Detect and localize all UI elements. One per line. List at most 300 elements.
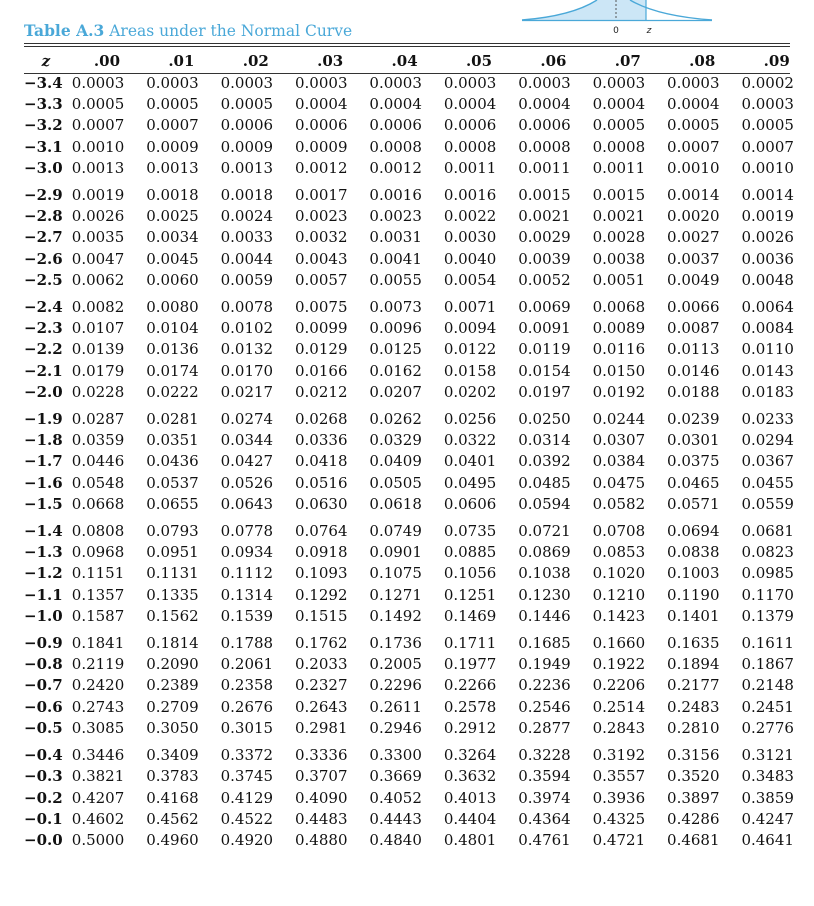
z-value: −2.3	[24, 319, 63, 338]
table-cell: 0.1056	[443, 564, 497, 583]
table-cell: 0.0024	[220, 207, 274, 226]
column-header-z: z	[41, 52, 51, 71]
table-cell: 0.4013	[443, 788, 497, 807]
table-row	[22, 718, 814, 739]
table-cell: 0.1271	[369, 585, 422, 604]
table-row	[22, 249, 814, 270]
table-cell: 0.0006	[295, 116, 348, 135]
table-cell: 0.0089	[592, 319, 646, 338]
table-cell: 0.1423	[592, 606, 646, 625]
table-row	[22, 270, 814, 291]
table-row	[22, 739, 814, 766]
table-cell: 0.0244	[592, 410, 646, 429]
table-cell: 0.4090	[295, 788, 348, 807]
top-rule-double	[24, 46, 790, 47]
table-cell: 0.2981	[295, 718, 348, 737]
table-cell: 0.4681	[667, 830, 720, 849]
table-cell: 0.0052	[518, 270, 571, 289]
table-cell: 0.2090	[146, 655, 199, 674]
table-cell: 0.4286	[667, 809, 720, 828]
table-row	[22, 73, 814, 94]
table-cell: 0.0011	[518, 158, 571, 177]
table-cell: 0.0005	[71, 95, 125, 114]
table-cell: 0.0344	[220, 431, 274, 450]
table-cell: 0.0004	[667, 95, 720, 114]
z-value: −3.4	[24, 74, 63, 92]
table-cell: 0.0197	[518, 382, 571, 401]
table-cell: 0.3483	[741, 767, 794, 786]
table-cell: 0.0162	[369, 361, 422, 380]
table-row	[22, 766, 814, 787]
table-cell: 0.3192	[592, 746, 646, 765]
table-cell: 0.0307	[592, 431, 646, 450]
table-cell: 0.0853	[592, 543, 646, 562]
table-cell: 0.0071	[443, 298, 497, 317]
column-header: .00	[93, 52, 121, 71]
table-cell: 0.2611	[369, 697, 422, 716]
table-cell: 0.1539	[220, 606, 274, 625]
table-cell: 0.0934	[220, 543, 274, 562]
table-cell: 0.2389	[146, 676, 199, 695]
table-cell: 0.0016	[369, 186, 422, 205]
table-cell: 0.0455	[741, 473, 794, 492]
table-cell: 0.0951	[146, 543, 199, 562]
column-header: .02	[242, 52, 269, 71]
table-cell: 0.0012	[369, 158, 422, 177]
table-cell: 0.2514	[592, 697, 646, 716]
table-cell: 0.0125	[369, 340, 422, 359]
table-cell: 0.0262	[369, 410, 422, 429]
table-cell: 0.0026	[71, 207, 125, 226]
table-cell: 0.1711	[443, 634, 497, 653]
z-value: −0.0	[24, 830, 63, 849]
table-cell: 0.0139	[71, 340, 125, 359]
table-cell: 0.3669	[369, 767, 422, 786]
table-cell: 0.2912	[443, 718, 497, 737]
table-cell: 0.0217	[220, 382, 274, 401]
table-cell: 0.0030	[443, 228, 497, 247]
table-cell: 0.2643	[295, 697, 348, 716]
table-cell: 0.0287	[71, 410, 125, 429]
table-row	[22, 473, 814, 494]
table-cell: 0.1314	[220, 585, 274, 604]
table-cell: 0.0132	[220, 340, 274, 359]
table-cell: 0.0006	[443, 116, 497, 135]
table-cell: 0.3409	[146, 746, 199, 765]
table-cell: 0.0037	[667, 249, 720, 268]
table-cell: 0.2743	[71, 697, 125, 716]
z-value: −3.3	[24, 95, 63, 114]
table-cell: 0.0594	[518, 494, 571, 513]
table-cell: 0.1170	[741, 585, 794, 604]
table-row	[22, 382, 814, 403]
table-cell: 0.0869	[518, 543, 571, 562]
table-cell: 0.1131	[146, 564, 199, 583]
table-cell: 0.0004	[518, 95, 571, 114]
table-cell: 0.1762	[295, 634, 348, 653]
table-cell: 0.0116	[592, 340, 646, 359]
table-cell: 0.0256	[443, 410, 497, 429]
table-cell: 0.2061	[220, 655, 274, 674]
table-cell: 0.0336	[295, 431, 348, 450]
table-cell: 0.0606	[443, 494, 497, 513]
table-cell: 0.0129	[295, 340, 348, 359]
table-cell: 0.1515	[295, 606, 348, 625]
table-cell: 0.3156	[667, 746, 720, 765]
z-value: −0.5	[24, 718, 63, 737]
table-row	[22, 94, 814, 115]
table-cell: 0.0094	[443, 319, 497, 338]
table-cell: 0.0010	[71, 137, 125, 156]
table-cell: 0.0516	[295, 473, 348, 492]
z-value: −1.9	[24, 410, 63, 429]
table-cell: 0.0003	[369, 74, 422, 92]
table-cell: 0.0367	[741, 452, 794, 471]
table-cell: 0.0014	[741, 186, 794, 205]
table-cell: 0.1949	[518, 655, 571, 674]
table-cell: 0.0057	[295, 270, 348, 289]
table-cell: 0.0166	[295, 361, 348, 380]
table-cell: 0.4801	[443, 830, 497, 849]
column-header: .08	[689, 52, 716, 71]
table-cell: 0.4562	[146, 809, 199, 828]
table-cell: 0.1635	[667, 634, 720, 653]
column-header: .05	[465, 52, 493, 71]
table-cell: 0.1075	[369, 564, 422, 583]
table-cell: 0.0014	[667, 186, 720, 205]
table-cell: 0.3085	[71, 718, 125, 737]
table-cell: 0.3264	[443, 746, 497, 765]
table-cell: 0.0154	[518, 361, 571, 380]
table-cell: 0.1038	[518, 564, 571, 583]
table-cell: 0.0643	[220, 494, 274, 513]
table-cell: 0.0035	[71, 228, 125, 247]
table-row	[22, 697, 814, 718]
table-cell: 0.0015	[592, 186, 646, 205]
table-cell: 0.0526	[220, 473, 274, 492]
z-value: −2.9	[24, 186, 63, 205]
table-cell: 0.0537	[146, 473, 199, 492]
table-cell: 0.0808	[71, 522, 125, 541]
table-cell: 0.0158	[443, 361, 497, 380]
table-cell: 0.0055	[369, 270, 422, 289]
table-cell: 0.0034	[146, 228, 199, 247]
table-cell: 0.0011	[443, 158, 497, 177]
table-cell: 0.0401	[443, 452, 497, 471]
table-cell: 0.0018	[220, 186, 274, 205]
table-cell: 0.3446	[71, 746, 125, 765]
column-header: .07	[614, 52, 641, 71]
table-cell: 0.0351	[146, 431, 199, 450]
table-cell: 0.0119	[518, 340, 571, 359]
table-cell: 0.0495	[443, 473, 497, 492]
table-cell: 0.1660	[592, 634, 646, 653]
table-cell: 0.0192	[592, 382, 646, 401]
table-cell: 0.0059	[220, 270, 274, 289]
table-cell: 0.0062	[71, 270, 125, 289]
table-cell: 0.3594	[518, 767, 571, 786]
z-value: −1.2	[24, 564, 63, 583]
table-cell: 0.0003	[592, 74, 646, 92]
z-value: −0.7	[24, 676, 63, 695]
table-cell: 0.2119	[71, 655, 125, 674]
table-cell: 0.0007	[146, 116, 199, 135]
table-cell: 0.0008	[518, 137, 571, 156]
table-cell: 0.0005	[220, 95, 274, 114]
table-cell: 0.0075	[295, 298, 348, 317]
table-cell: 0.1492	[369, 606, 422, 625]
table-cell: 0.0005	[146, 95, 199, 114]
table-cell: 0.1841	[71, 634, 125, 653]
table-cell: 0.0016	[443, 186, 497, 205]
table-cell: 0.2709	[146, 697, 199, 716]
table-cell: 0.0375	[667, 452, 720, 471]
table-cell: 0.2266	[443, 676, 497, 695]
table-cell: 0.0202	[443, 382, 497, 401]
table-cell: 0.2546	[518, 697, 571, 716]
table-cell: 0.0571	[667, 494, 720, 513]
table-cell: 0.1112	[220, 564, 274, 583]
table-cell: 0.0040	[443, 249, 497, 268]
table-cell: 0.0003	[146, 74, 199, 92]
table-cell: 0.0044	[220, 249, 274, 268]
table-cell: 0.4960	[146, 830, 199, 849]
table-cell: 0.0021	[592, 207, 646, 226]
table-cell: 0.0618	[369, 494, 422, 513]
table-cell: 0.0006	[220, 116, 274, 135]
table-cell: 0.0004	[295, 95, 348, 114]
table-cell: 0.0096	[369, 319, 422, 338]
table-cell: 0.0012	[295, 158, 348, 177]
table-title	[24, 21, 352, 40]
table-cell: 0.0985	[741, 564, 794, 583]
normal-curve-figure	[512, 0, 718, 36]
table-cell: 0.0681	[741, 522, 794, 541]
table-cell: 0.0122	[443, 340, 497, 359]
table-cell: 0.1292	[295, 585, 348, 604]
z-value: −1.0	[24, 606, 63, 625]
table-cell: 0.0548	[71, 473, 125, 492]
table-row	[22, 606, 814, 627]
table-cell: 0.0060	[146, 270, 199, 289]
z-value: −1.8	[24, 431, 63, 450]
table-cell: 0.4880	[295, 830, 348, 849]
table-cell: 0.4364	[518, 809, 571, 828]
table-cell: 0.0010	[741, 158, 794, 177]
table-cell: 0.0099	[295, 319, 348, 338]
table-cell: 0.0294	[741, 431, 794, 450]
table-row	[22, 318, 814, 339]
z-label: z	[646, 26, 652, 36]
table-cell: 0.0036	[741, 249, 794, 268]
table-cell: 0.0015	[518, 186, 571, 205]
table-row	[22, 451, 814, 472]
table-cell: 0.0150	[592, 361, 646, 380]
table-cell: 0.4404	[443, 809, 497, 828]
table-cell: 0.0281	[146, 410, 199, 429]
table-cell: 0.3821	[71, 767, 125, 786]
table-cell: 0.0582	[592, 494, 646, 513]
table-cell: 0.1003	[667, 564, 720, 583]
z-value: −3.2	[24, 116, 63, 135]
table-cell: 0.0066	[667, 298, 720, 317]
z-value: −2.6	[24, 249, 63, 268]
table-label: Table A.3	[24, 21, 105, 40]
table-row	[22, 627, 814, 654]
z-value: −0.2	[24, 788, 63, 807]
table-cell: 0.2946	[369, 718, 422, 737]
table-cell: 0.0008	[443, 137, 497, 156]
table-cell: 0.4168	[146, 788, 199, 807]
table-cell: 0.0359	[71, 431, 125, 450]
table-cell: 0.4443	[369, 809, 422, 828]
table-cell: 0.0025	[146, 207, 199, 226]
table-cell: 0.0003	[220, 74, 274, 92]
table-cell: 0.3783	[146, 767, 199, 786]
table-cell: 0.0013	[71, 158, 125, 177]
table-cell: 0.0329	[369, 431, 422, 450]
table-cell: 0.0212	[295, 382, 348, 401]
table-cell: 0.1788	[220, 634, 274, 653]
table-cell: 0.4602	[71, 809, 125, 828]
table-cell: 0.0002	[741, 74, 794, 92]
table-cell: 0.5000	[71, 830, 125, 849]
table-cell: 0.1922	[592, 655, 646, 674]
table-row	[22, 158, 814, 179]
table-cell: 0.0073	[369, 298, 422, 317]
table-row	[22, 809, 814, 830]
table-cell: 0.4129	[220, 788, 274, 807]
z-value: −0.4	[24, 746, 63, 765]
z-value: −0.6	[24, 697, 63, 716]
table-cell: 0.4641	[741, 830, 794, 849]
table-cell: 0.2578	[443, 697, 497, 716]
table-cell: 0.0384	[592, 452, 646, 471]
table-row	[22, 361, 814, 382]
table-cell: 0.2358	[220, 676, 274, 695]
table-cell: 0.0301	[667, 431, 720, 450]
table-cell: 0.0918	[295, 543, 348, 562]
table-cell: 0.0039	[518, 249, 571, 268]
table-cell: 0.2005	[369, 655, 422, 674]
table-cell: 0.0091	[518, 319, 571, 338]
table-cell: 0.2877	[518, 718, 571, 737]
table-cell: 0.0823	[741, 543, 794, 562]
table-cell: 0.1151	[71, 564, 125, 583]
table-cell: 0.1020	[592, 564, 646, 583]
z-value: −1.3	[24, 543, 63, 562]
z-value: −0.1	[24, 809, 63, 828]
z-value: −1.7	[24, 452, 63, 471]
table-cell: 0.0080	[146, 298, 199, 317]
table-cell: 0.3936	[592, 788, 646, 807]
table-cell: 0.0008	[592, 137, 646, 156]
table-cell: 0.0003	[518, 74, 571, 92]
table-cell: 0.4920	[220, 830, 274, 849]
table-cell: 0.0006	[518, 116, 571, 135]
table-cell: 0.2420	[71, 676, 125, 695]
z-value: −1.6	[24, 473, 63, 492]
table-cell: 0.0013	[220, 158, 274, 177]
column-header: .04	[391, 52, 418, 71]
table-cell: 0.0409	[369, 452, 422, 471]
table-cell: 0.1587	[71, 606, 125, 625]
table-cell: 0.0022	[443, 207, 497, 226]
table-cell: 0.4840	[369, 830, 422, 849]
table-cell: 0.1814	[146, 634, 199, 653]
z-value: −2.4	[24, 298, 63, 317]
table-cell: 0.0708	[592, 522, 646, 541]
table-cell: 0.0793	[146, 522, 199, 541]
table-cell: 0.0007	[667, 137, 720, 156]
z-value: −3.1	[24, 137, 63, 156]
table-cell: 0.0023	[295, 207, 348, 226]
table-cell: 0.0020	[667, 207, 720, 226]
table-cell: 0.0102	[220, 319, 274, 338]
table-cell: 0.2296	[369, 676, 422, 695]
table-cell: 0.0485	[518, 473, 571, 492]
z-value: −1.5	[24, 494, 63, 513]
table-cell: 0.0233	[741, 410, 794, 429]
table-cell: 0.1611	[741, 634, 794, 653]
table-cell: 0.4522	[220, 809, 274, 828]
table-cell: 0.0049	[667, 270, 720, 289]
z-value: −3.0	[24, 158, 63, 177]
table-cell: 0.4325	[592, 809, 646, 828]
table-cell: 0.3557	[592, 767, 646, 786]
table-cell: 0.1401	[667, 606, 720, 625]
table-cell: 0.0018	[146, 186, 199, 205]
table-cell: 0.2236	[518, 676, 571, 695]
table-cell: 0.0179	[71, 361, 125, 380]
table-cell: 0.0004	[369, 95, 422, 114]
column-header: .09	[763, 52, 790, 71]
table-cell: 0.0465	[667, 473, 720, 492]
table-cell: 0.2451	[741, 697, 794, 716]
table-cell: 0.0143	[741, 361, 794, 380]
table-cell: 0.0003	[741, 95, 794, 114]
table-cell: 0.0084	[741, 319, 794, 338]
table-cell: 0.0026	[741, 228, 794, 247]
table-cell: 0.0655	[146, 494, 199, 513]
table-cell: 0.0009	[220, 137, 274, 156]
normal-table	[22, 51, 814, 851]
table-cell: 0.2033	[295, 655, 348, 674]
table-row	[22, 339, 814, 360]
table-cell: 0.0045	[146, 249, 199, 268]
table-cell: 0.3520	[667, 767, 720, 786]
table-cell: 0.0559	[741, 494, 794, 513]
table-row	[22, 179, 814, 206]
table-cell: 0.3707	[295, 767, 348, 786]
table-cell: 0.0446	[71, 452, 125, 471]
table-cell: 0.0009	[295, 137, 348, 156]
table-cell: 0.0032	[295, 228, 348, 247]
table-cell: 0.3745	[220, 767, 274, 786]
z-value: −2.1	[24, 361, 63, 380]
table-cell: 0.0174	[146, 361, 199, 380]
table-cell: 0.0188	[667, 382, 720, 401]
table-cell: 0.0749	[369, 522, 422, 541]
table-cell: 0.0183	[741, 382, 794, 401]
table-cell: 0.2483	[667, 697, 720, 716]
table-row	[22, 291, 814, 318]
table-cell: 0.4247	[741, 809, 794, 828]
table-cell: 0.0082	[71, 298, 125, 317]
z-value: −2.2	[24, 340, 63, 359]
table-cell: 0.3372	[220, 746, 274, 765]
z-value: −2.8	[24, 207, 63, 226]
